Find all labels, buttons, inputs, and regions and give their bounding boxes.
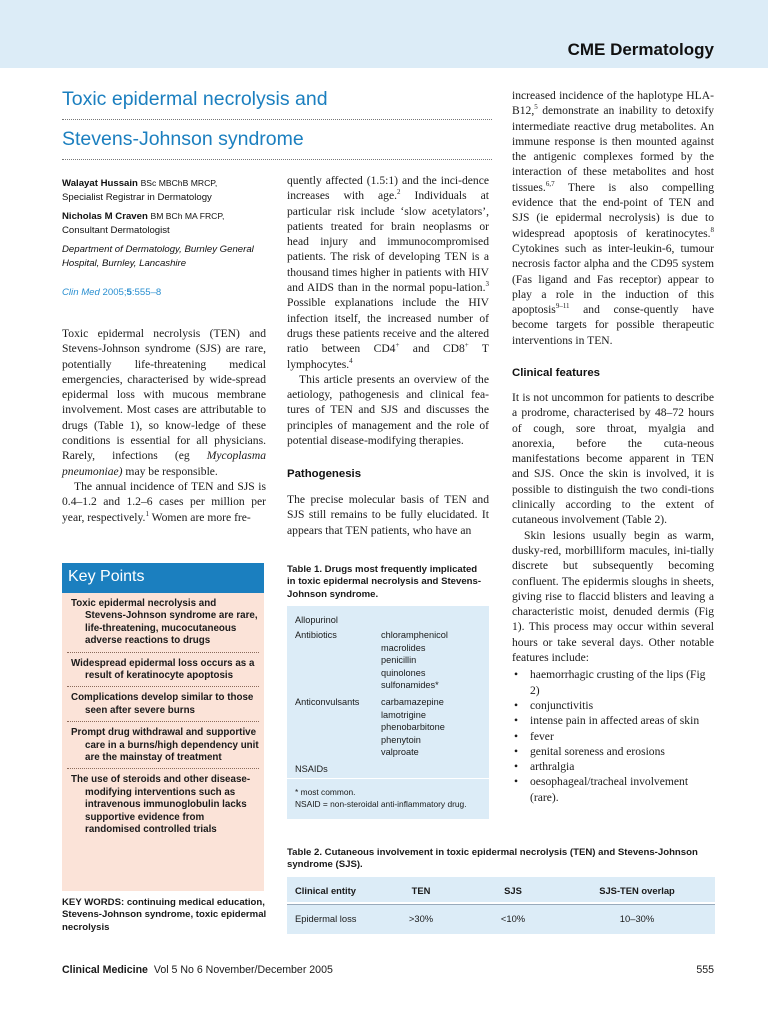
- col3-paragraph-1: increased incidence of the haplotype HLA-B12,$^5$ demonstrate an inability to detoxify intermediate reactive drug metabolites. An immune response is then mounted against the antigenic complexes formed by the interaction of these metabolites and host tissues.$^{6,7}$ There is also compelling evidence that the end-point of TEN and SJS (ie epidermal necrolysis) is due to widespread apoptosis of keratinocytes.$^8$ Cytokines such as inter-leukin-6, tumour necrosis factor alpha and the CD95 system (Fas ligand and Fas receptor) appear to play a role in the induction of this apoptosis$^{9-11}$ and conse-quently have become targets for possible therapeutic interventions in TEN.: [512, 89, 714, 347]
- author2-role: Consultant Dermatologist: [62, 224, 170, 236]
- footer-journal: Clinical Medicine: [62, 964, 148, 976]
- drug-class: Allopurinol: [295, 615, 338, 625]
- citation[interactable]: [62, 286, 272, 300]
- page-footer: [62, 964, 714, 976]
- table-cell: 10–30%: [619, 913, 655, 924]
- clinical-features-text: [512, 390, 714, 805]
- drug-list: carbamazepine lamotrigine phenobarbitone phenytoin valproate: [381, 697, 445, 757]
- table-cell: >30%: [408, 913, 434, 924]
- title-line-1: Toxic epidermal necrolysis and: [62, 84, 492, 120]
- species-name: Mycoplasma pneumoniae): [62, 449, 266, 478]
- key-point-item: Prompt drug withdrawal and supportive care in a burns/high dependency unit are the mainstay of treatment: [67, 726, 259, 769]
- table2-caption: Table 2. Cutaneous involvement in toxic epidermal necrolysis (TEN) and Stevens-Johnson syndrome (SJS).: [287, 847, 698, 871]
- column-3-text: [512, 88, 714, 348]
- author2-name: Nicholas M Craven: [62, 211, 148, 222]
- pathogenesis-heading: Pathogenesis: [287, 468, 362, 480]
- list-item: • haemorrhagic crusting of the lips (Fig 2): [512, 667, 714, 698]
- intro-paragraph-2: The annual incidence of TEN and SJS is 0.4–1.2 and 1.2–6 cases per million per year, respectively.$^1$ Women are more fre-: [62, 479, 266, 524]
- keywords: KEY WORDS: continuing medical education, Stevens-Johnson syndrome, toxic epidermal necrolysis: [62, 897, 267, 933]
- column-header: TEN: [411, 885, 431, 896]
- col2-paragraph-1: quently affected (1.5:1) and the inci-dence increases with age.$^2$ Individuals at particular risk include ‘slow acetylators’, patients treated for brain neoplasms or head injury and immunocompromised patients. The risk of developing TEN is a thousand times higher in patients with HIV and AIDS than in the normal popu-lation.$^3$ Possible explanations include the HIV infection itself, the increased number of drugs these patients receive and the altered ratio between CD4+ and CD8+ T lymphocytes.$^4$: [287, 174, 489, 371]
- intro-paragraph-1: Toxic epidermal necrolysis (TEN) and Stevens-Johnson syndrome (SJS) are rare, potentially life-threatening medical emergencies, characterised by wide-spread epidermal loss with mucous membrane involvement. Most cases are attributable to drugs (Table 1), so know-ledge of these conditions is essential for all physicians. Rarely, infections (eg Mycoplasma pneumoniae) may be responsible.: [62, 327, 266, 478]
- title-line-2: Stevens-Johnson syndrome: [62, 124, 492, 160]
- clinical-paragraph-2: Skin lesions usually begin as warm, dusky-red, morbilliform macules, ini-tially discrete but subsequently becoming confluent. The epidermis sloughs in sheets, giving rise to flaccid blisters and leaving a characteristic moist, denuded dermis (Fig 1). This process may occur within several hours or take several days. Other notable features include:: [512, 528, 714, 665]
- reference-marker: 8: [710, 225, 714, 234]
- citation-year: 2005;: [102, 287, 127, 298]
- table1-footnotes: [287, 778, 489, 810]
- author1-role: Specialist Registrar in Dermatology: [62, 191, 212, 203]
- drug-class: NSAIDs: [295, 764, 328, 774]
- table1-footnote: NSAID = non-steroidal anti-inflammatory drug.: [295, 798, 467, 809]
- citation-volume: 5: [126, 287, 132, 298]
- page-number: 555: [696, 964, 714, 976]
- clinical-paragraph-1: It is not uncommon for patients to describe a prodrome, characterised by 48–72 hours of cough, sore throat, myalgia and anorexia, before the cuta-neous manifestations become apparent in TEN and SJS. Once the skin is involved, it is possible to distinguish the two condi-tions clinically according to the extent of cutaneous involvement (Table 2).: [512, 391, 714, 527]
- table1-footnote: * most common.: [295, 787, 356, 797]
- reference-marker: 2: [397, 188, 401, 197]
- reference-marker: 1: [145, 509, 149, 518]
- list-item: • genital soreness and erosions: [512, 744, 714, 759]
- reference-marker: 6,7: [545, 179, 555, 188]
- intro-column: [62, 326, 266, 525]
- key-point-item: Widespread epidermal loss occurs as a result of keratinocyte apoptosis: [67, 657, 259, 688]
- table-row: [287, 904, 715, 934]
- table1-caption: Table 1. Drugs most frequently implicated in toxic epidermal necrolysis and Stevens-Johnson syndrome.: [287, 564, 482, 600]
- list-item: • oesophageal/tracheal involvement (rare).: [512, 774, 714, 805]
- affiliation: Department of Dermatology, Burnley General Hospital, Burnley, Lancashire: [62, 244, 254, 269]
- key-point-item: Toxic epidermal necrolysis and Stevens-Johnson syndrome are rare, life-threatening, mucocutaneous adverse reactions to drugs: [67, 597, 259, 653]
- list-item: • fever: [512, 729, 714, 744]
- column-header: SJS-TEN overlap: [599, 885, 675, 896]
- col2-paragraph-2: This article presents an overview of the aetiology, pathogenesis and clinical fea-tures of TEN and SJS and discusses the principles of management and the role of potential disease-modifying therapies.: [287, 372, 489, 448]
- list-item: • conjunctivitis: [512, 698, 714, 713]
- pathogenesis-text: [287, 492, 489, 538]
- drug-list: chloramphenicol macrolides penicillin quinolones sulfonamides*: [381, 630, 448, 690]
- clinical-features-heading: Clinical features: [512, 367, 600, 379]
- key-points-title: Key Points: [62, 563, 264, 593]
- list-item: • arthralgia: [512, 759, 714, 774]
- drug-class: Antibiotics: [295, 630, 337, 640]
- author1-name: Walayat Hussain: [62, 178, 138, 189]
- table-cell: <10%: [500, 913, 526, 924]
- author1-quals: BSc MBChB MRCP,: [140, 178, 218, 188]
- table-cell: Epidermal loss: [295, 913, 357, 924]
- table1: [287, 606, 489, 819]
- reference-marker: 3: [485, 280, 489, 289]
- list-item: • intense pain in affected areas of skin: [512, 713, 714, 728]
- citation-pages: :555–8: [131, 287, 162, 298]
- author2-quals: BM BCh MA FRCP,: [150, 211, 225, 221]
- column-header: SJS: [504, 885, 522, 896]
- table2-header: [287, 877, 715, 902]
- key-points-box: [62, 593, 264, 891]
- reference-marker: 4: [349, 356, 353, 365]
- drug-class: Anticonvulsants: [295, 697, 360, 707]
- citation-journal: Clin Med: [62, 287, 100, 298]
- column-header: Clinical entity: [295, 885, 356, 896]
- features-list: [512, 667, 714, 805]
- reference-marker: 9–11: [555, 302, 570, 311]
- key-point-item: The use of steroids and other disease-modifying interventions such as intravenous immunoglobulin lacks supportive evidence from randomised controlled trials: [71, 774, 251, 836]
- article-title: [62, 84, 492, 164]
- key-point-item: Complications develop similar to those seen after severe burns: [67, 691, 259, 722]
- author-block: [62, 177, 272, 300]
- section-title: CME Dermatology: [567, 40, 714, 59]
- column-2-text: [287, 173, 489, 448]
- footer-issue: Vol 5 No 6 November/December 2005: [153, 964, 333, 976]
- reference-marker: 5: [534, 103, 538, 112]
- pathogenesis-paragraph: The precise molecular basis of TEN and SJS still remains to be fully elucidated. It appears that TEN patients, who have an: [287, 493, 489, 537]
